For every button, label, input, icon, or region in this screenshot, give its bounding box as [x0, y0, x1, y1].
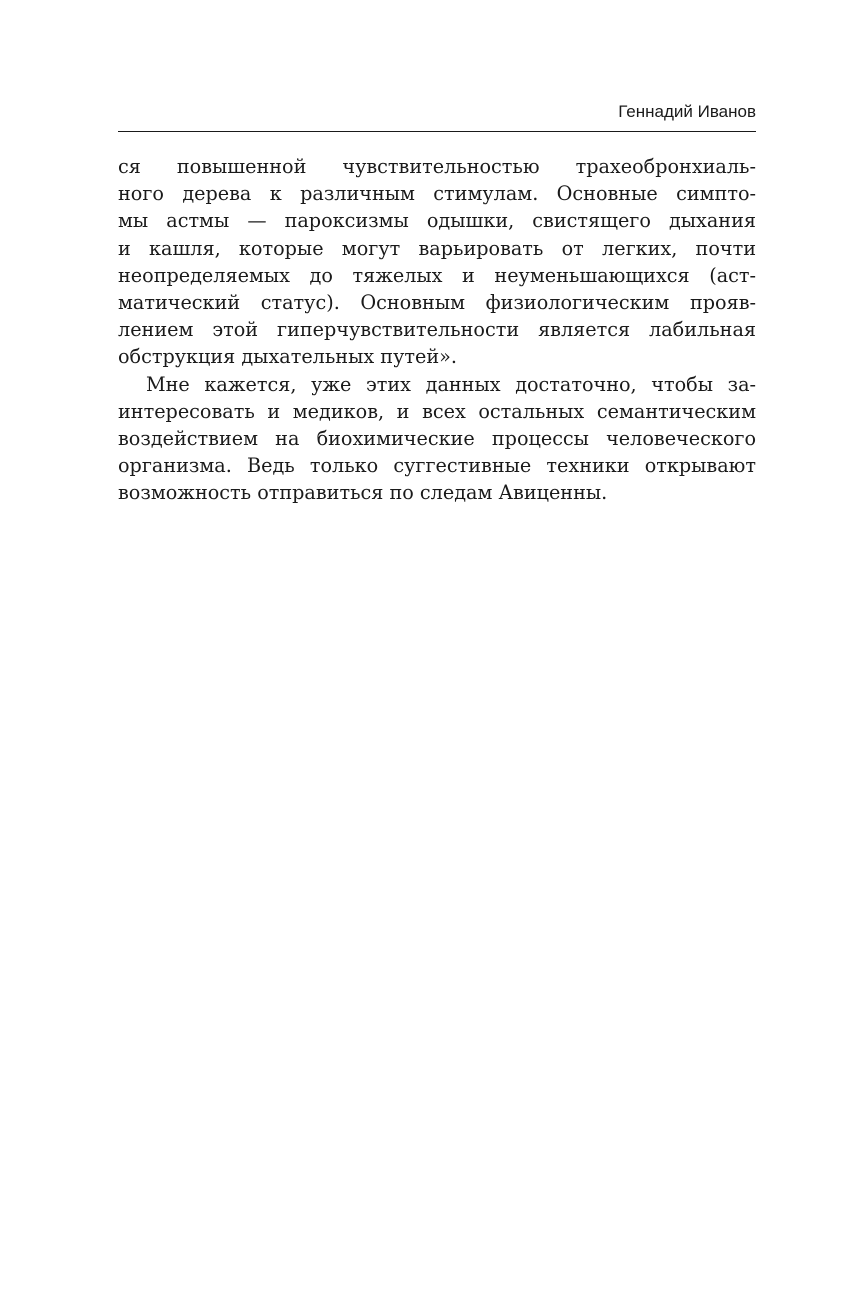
text-line: матический статус). Основным физиологическим прояв-	[118, 291, 756, 315]
paragraph-suggestive-techniques	[118, 371, 756, 507]
text-line: мы астмы — пароксизмы одышки, свистящего дыхания	[118, 209, 756, 233]
text-line: Мне кажется, уже этих данных достаточно, чтобы за-	[146, 372, 756, 396]
body-text	[118, 153, 756, 507]
text-line: обструкция дыхательных путей».	[118, 345, 457, 369]
text-line: организма. Ведь только суггестивные техники открывают	[118, 454, 756, 478]
header-divider	[118, 131, 756, 132]
text-line: ного дерева к различным стимулам. Основные симпто-	[118, 182, 756, 206]
text-line: неопределяемых до тяжелых и неуменьшающихся (аст-	[118, 263, 756, 287]
text-line: интересовать и медиков, и всех остальных семантическим	[118, 399, 756, 423]
text-line: воздействием на биохимические процессы человеческого	[118, 427, 756, 451]
text-line: и кашля, которые могут варьировать от легких, почти	[118, 236, 756, 260]
running-header-author: Геннадий Иванов	[618, 102, 756, 121]
text-line: возможность отправиться по следам Авиценны.	[118, 481, 608, 505]
paragraph-asthma-definition	[118, 153, 756, 371]
text-line: ся повышенной чувствительностью трахеобронхиаль-	[118, 155, 756, 178]
text-line: лением этой гиперчувствительности является лабильная	[118, 318, 756, 342]
